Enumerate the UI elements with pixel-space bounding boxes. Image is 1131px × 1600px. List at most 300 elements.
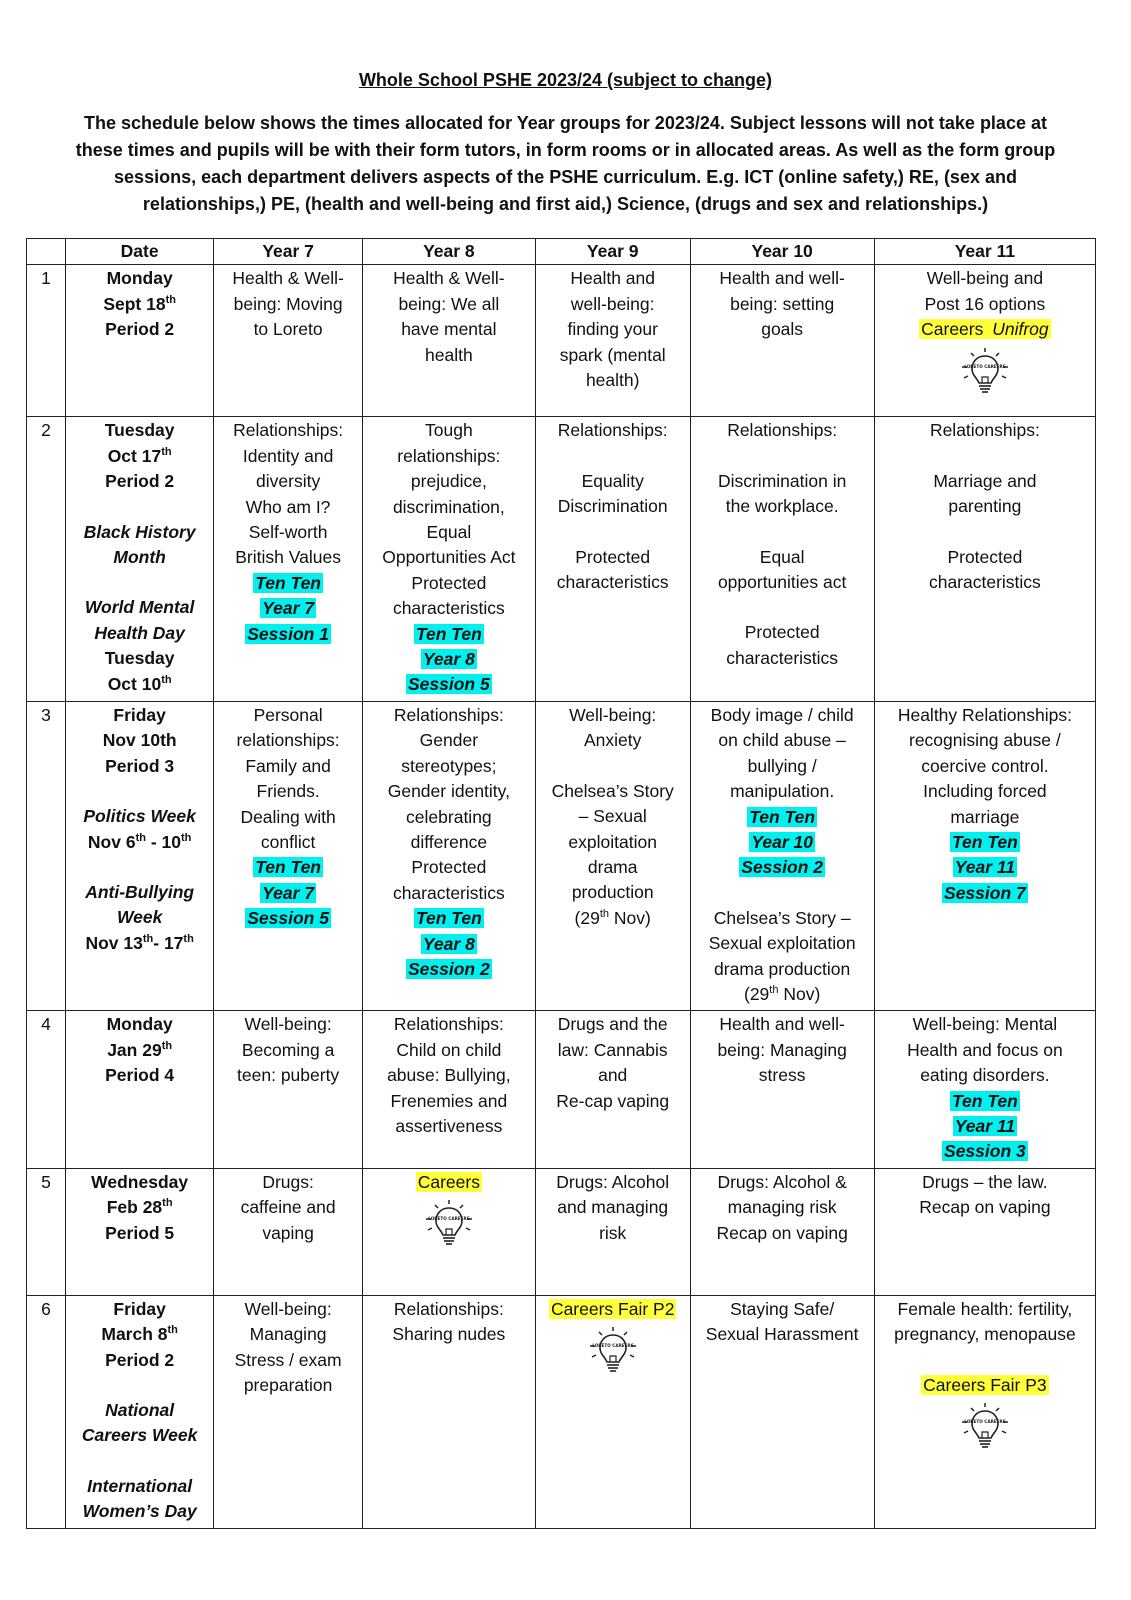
cell-line [878, 881, 1092, 906]
cell-text: risk [599, 1222, 627, 1243]
careers-highlight: Careers Fair P2 [550, 1298, 675, 1319]
cell-text: Oct 10 [107, 673, 162, 694]
ten-ten-label: Ten Ten [415, 623, 482, 644]
cell-line [69, 1170, 210, 1195]
header-num [27, 239, 66, 265]
cell-text: Tuesday [104, 648, 175, 669]
header-date: Date [65, 239, 213, 265]
table-row [27, 1011, 1096, 1168]
cell-text: Friends. [256, 781, 320, 802]
cell-text: Who am I? [245, 496, 331, 517]
ten-ten-label: Session 5 [247, 908, 329, 929]
cell-line [69, 266, 210, 291]
cell-line [217, 292, 358, 317]
cell-line [878, 830, 1092, 855]
superscript: th [162, 1197, 173, 1210]
cell-line [366, 596, 532, 621]
header-year-11: Year 11 [874, 239, 1095, 265]
cell-text: manipulation. [730, 781, 835, 802]
ten-ten-label: Session 1 [247, 623, 329, 644]
cell-text: Monday [106, 268, 173, 289]
cell-text: Feb 28 [106, 1197, 163, 1218]
ten-ten-label: Year 8 [422, 933, 475, 954]
cell-year-7 [214, 701, 362, 1010]
cell-text: Friday [113, 1298, 166, 1319]
cell-text: vaping [262, 1222, 314, 1243]
cell-text: being: We all [398, 293, 500, 314]
cell-text: Personal [253, 704, 323, 725]
header-year-7: Year 7 [214, 239, 362, 265]
cell-line [69, 804, 210, 829]
cell-year-8 [362, 701, 535, 1010]
cell-line [366, 1089, 532, 1114]
cell-year-11 [874, 1168, 1095, 1295]
cell-text: Tuesday [104, 420, 175, 441]
cell-line [694, 1012, 871, 1037]
cell-line [878, 1012, 1092, 1037]
cell-line [878, 1373, 1092, 1398]
cell-text: Anti-Bullying [85, 881, 195, 902]
cell-text: assertiveness [395, 1115, 503, 1136]
cell-text: Re-cap vaping [556, 1090, 670, 1111]
cell-year-9 [535, 265, 690, 417]
cell-line [366, 495, 532, 520]
cell-text: relationships: [236, 730, 340, 751]
cell-line [217, 830, 358, 855]
row-number: 5 [27, 1168, 66, 1295]
cell-line [366, 1297, 532, 1322]
cell-text: Period 2 [105, 319, 175, 340]
cell-text: discrimination, [392, 496, 505, 517]
cell-text: Protected [411, 857, 487, 878]
cell-year-11 [874, 417, 1095, 701]
cell-line [366, 855, 532, 880]
cell-text: Relationships: [557, 420, 668, 441]
cell-line [539, 1221, 687, 1246]
table-row [27, 701, 1096, 1010]
cell-line [217, 418, 358, 443]
cell-line [694, 906, 871, 931]
logo-text: LORETO CAREERS [964, 1419, 1006, 1424]
cell-text: Monday [106, 1014, 173, 1035]
cell-year-8 [362, 1295, 535, 1528]
cell-text: marriage [950, 806, 1020, 827]
cell-text: Jan 29 [107, 1039, 162, 1060]
cell-text: - 17 [153, 932, 184, 953]
cell-line [539, 703, 687, 728]
cell-line [69, 672, 210, 697]
cell-line [694, 570, 871, 595]
cell-line [694, 1297, 871, 1322]
cell-year-10 [690, 701, 874, 1010]
cell-line [366, 444, 532, 469]
cell-text: characteristics [928, 572, 1041, 593]
cell-text: Family and [245, 755, 331, 776]
row-number: 4 [27, 1011, 66, 1168]
cell-line [539, 570, 687, 595]
cell-text: being: Managing [717, 1039, 847, 1060]
cell-line [366, 728, 532, 753]
cell-line [539, 1012, 687, 1037]
table-row [27, 265, 1096, 417]
cell-line [217, 1322, 358, 1347]
cell-line [69, 1221, 210, 1246]
ten-ten-label: Session 2 [741, 857, 823, 878]
cell-line [69, 703, 210, 728]
date-cell [65, 701, 213, 1010]
cell-year-9 [535, 417, 690, 701]
header-row [27, 239, 1096, 265]
cell-text: Recap on vaping [919, 1197, 1051, 1218]
cell-line [539, 880, 687, 905]
cell-line [878, 1063, 1092, 1088]
cell-text: drama [587, 856, 638, 877]
cell-year-9 [535, 1011, 690, 1168]
ten-ten-label: Year 11 [954, 1115, 1016, 1136]
cell-text: Protected [744, 622, 820, 643]
cell-text: International [87, 1475, 193, 1496]
cell-line [217, 1038, 358, 1063]
cell-text: Managing [249, 1324, 327, 1345]
cell-text: Nov) [609, 907, 651, 928]
ten-ten-label: Year 7 [262, 598, 315, 619]
cell-line [366, 469, 532, 494]
cell-line [217, 728, 358, 753]
cell-line [366, 1322, 532, 1347]
cell-text: opportunities act [717, 572, 847, 593]
cell-line [217, 1195, 358, 1220]
cell-text: Discrimination [557, 496, 668, 517]
ten-ten-label: Ten Ten [415, 908, 482, 929]
cell-year-8 [362, 265, 535, 417]
cell-line [694, 779, 871, 804]
cell-line [694, 754, 871, 779]
cell-line [539, 494, 687, 519]
careers-highlight: Unifrog [992, 319, 1049, 340]
cell-line [694, 545, 871, 570]
cell-text: Health Day [94, 622, 185, 643]
blank-line [539, 444, 687, 469]
cell-text: Relationships: [727, 420, 838, 441]
cell-line [539, 1089, 687, 1114]
cell-line [69, 1348, 210, 1373]
cell-text: celebrating [406, 806, 492, 827]
cell-line [217, 1063, 358, 1088]
cell-line [878, 1139, 1092, 1164]
cell-text: Health & Well- [232, 268, 344, 289]
cell-line [878, 1195, 1092, 1220]
cell-line [366, 957, 532, 982]
superscript: th [180, 831, 192, 844]
cell-line [878, 545, 1092, 570]
cell-line [366, 1063, 532, 1088]
ten-ten-label: Year 10 [751, 831, 813, 852]
cell-line [217, 703, 358, 728]
page-title: Whole School PSHE 2023/24 (subject to change) [358, 70, 773, 90]
ten-ten-label: Ten Ten [255, 857, 321, 878]
cell-line [878, 779, 1092, 804]
blank-line [69, 1449, 210, 1474]
cell-text: Drugs: Alcohol & [717, 1171, 847, 1192]
cell-text: Frenemies and [390, 1090, 508, 1111]
cell-line [217, 596, 358, 621]
cell-line [878, 266, 1092, 291]
cell-text: Staying Safe/ [730, 1298, 835, 1319]
header-year-8: Year 8 [362, 239, 535, 265]
cell-text: Careers Week [81, 1425, 198, 1446]
cell-text: - 10 [145, 831, 181, 852]
cell-line [539, 266, 687, 291]
cell-year-9 [535, 1168, 690, 1295]
cell-line [366, 881, 532, 906]
cell-line [694, 620, 871, 645]
cell-line [694, 703, 871, 728]
blank-line [694, 595, 871, 620]
cell-line [69, 520, 210, 545]
careers-highlight: Careers [417, 1171, 480, 1192]
cell-text: Becoming a [241, 1039, 335, 1060]
cell-year-10 [690, 265, 874, 417]
cell-line [366, 647, 532, 672]
cell-line [69, 1038, 210, 1063]
superscript: th [161, 1039, 173, 1052]
cell-text: British Values [235, 547, 341, 568]
cell-year-9 [535, 701, 690, 1010]
cell-line [539, 906, 687, 931]
cell-line [694, 1063, 871, 1088]
blank-line [69, 1373, 210, 1398]
ten-ten-label: Session 3 [944, 1141, 1026, 1162]
cell-text: characteristics [556, 572, 669, 593]
ten-ten-label: Ten Ten [749, 806, 816, 827]
cell-line [366, 343, 532, 368]
cell-text: goals [761, 319, 804, 340]
cell-line [366, 1170, 532, 1195]
logo-text: LORETO CAREERS [591, 1343, 634, 1349]
cell-line [69, 1474, 210, 1499]
cell-text: and managing [557, 1197, 669, 1218]
logo-text: LORETO CAREERS [964, 363, 1006, 369]
ten-ten-label: Ten Ten [952, 831, 1018, 852]
cell-text: Recap on vaping [716, 1222, 848, 1243]
cell-text: Tough [425, 420, 473, 441]
cell-line [69, 1063, 210, 1088]
cell-line [217, 469, 358, 494]
cell-text: pregnancy, menopause [894, 1324, 1076, 1345]
cell-line [694, 1322, 871, 1347]
cell-line [539, 1297, 687, 1322]
cell-text: Period 2 [105, 471, 175, 492]
cell-text: Marriage and [933, 470, 1037, 491]
date-cell [65, 1168, 213, 1295]
cell-line [366, 1114, 532, 1139]
header-year-10: Year 10 [690, 239, 874, 265]
cell-text: Child on child [396, 1039, 502, 1060]
superscript: th [165, 293, 176, 306]
cell-text: Nov 13 [85, 932, 143, 953]
cell-text: eating disorders. [920, 1065, 1050, 1086]
cell-text: Relationships: [393, 1014, 504, 1035]
cell-line [878, 855, 1092, 880]
cell-text: Identity and [242, 445, 334, 466]
cell-text: stereotypes; [401, 755, 497, 776]
date-cell [65, 1295, 213, 1528]
cell-text: finding your [567, 319, 658, 340]
cell-line [69, 1195, 210, 1220]
cell-line [539, 830, 687, 855]
cell-line [366, 754, 532, 779]
cell-line [694, 1221, 871, 1246]
cell-line [878, 805, 1092, 830]
cell-text: World Mental [84, 597, 195, 618]
cell-line [539, 317, 687, 342]
cell-line [694, 855, 871, 880]
cell-text: Period 5 [105, 1222, 175, 1243]
cell-line [694, 957, 871, 982]
cell-text: Period 4 [105, 1065, 175, 1086]
cell-text: diversity [256, 471, 321, 492]
blank-line [878, 520, 1092, 545]
cell-line [69, 931, 210, 956]
blank-line [539, 754, 687, 779]
cell-text: Post 16 options [924, 293, 1046, 314]
cell-text: characteristics [392, 882, 505, 903]
header-year-9: Year 9 [535, 239, 690, 265]
lightbulb-icon [419, 1199, 479, 1251]
cell-line [69, 418, 210, 443]
cell-text: Protected [947, 546, 1023, 567]
cell-line [694, 931, 871, 956]
superscript: th [161, 445, 172, 458]
cell-text: preparation [243, 1375, 333, 1395]
cell-line [69, 1012, 210, 1037]
table-row [27, 417, 1096, 701]
blank-line [69, 495, 210, 520]
blank-line [878, 1348, 1092, 1373]
cell-text: National [105, 1400, 175, 1420]
cell-line [878, 754, 1092, 779]
cell-line [217, 1012, 358, 1037]
cell-year-7 [214, 1168, 362, 1295]
cell-line [366, 805, 532, 830]
cell-line [539, 1170, 687, 1195]
cell-line [69, 1322, 210, 1347]
cell-text: Sharing nudes [392, 1324, 506, 1345]
cell-line [366, 520, 532, 545]
superscript: th [161, 673, 172, 686]
careers-lightbulb-logo [878, 347, 1092, 399]
cell-line [539, 545, 687, 570]
cell-line [69, 292, 210, 317]
cell-line [539, 292, 687, 317]
cell-line [878, 1297, 1092, 1322]
ten-ten-label: Session 2 [408, 958, 490, 979]
cell-text: Body image / child [710, 704, 854, 725]
cell-text: Including forced [923, 781, 1047, 802]
cell-text: Relationships: [929, 420, 1040, 441]
cell-line [694, 292, 871, 317]
cell-year-10 [690, 417, 874, 701]
cell-line [69, 595, 210, 620]
cell-text: Gender identity, [387, 781, 510, 802]
cell-text: Well-being and [926, 268, 1044, 289]
cell-line [539, 343, 687, 368]
cell-line [694, 805, 871, 830]
cell-text: caffeine and [240, 1197, 336, 1218]
cell-line [539, 469, 687, 494]
careers-highlight: Careers [921, 319, 989, 340]
cell-line [69, 880, 210, 905]
ten-ten-label: Year 8 [422, 649, 475, 670]
blank-line [694, 444, 871, 469]
careers-lightbulb-logo [539, 1326, 687, 1378]
cell-line [366, 932, 532, 957]
cell-text: Month [113, 547, 166, 568]
cell-text: health) [585, 370, 640, 391]
cell-year-8 [362, 1168, 535, 1295]
cell-text: stress [758, 1065, 806, 1086]
cell-line [69, 1297, 210, 1322]
cell-text: Wednesday [91, 1171, 189, 1192]
date-cell [65, 1011, 213, 1168]
cell-text: Female health: fertility, [897, 1298, 1073, 1319]
cell-text: recognising abuse / [909, 730, 1061, 751]
cell-year-10 [690, 1168, 874, 1295]
cell-text: Nov 6 [87, 831, 136, 852]
superscript: th [183, 932, 194, 945]
lightbulb-icon [955, 347, 1015, 399]
superscript: th [142, 932, 154, 945]
cell-line [366, 1038, 532, 1063]
cell-text: Oct 17 [107, 445, 162, 466]
cell-year-7 [214, 1295, 362, 1528]
cell-text: Sept 18 [103, 293, 166, 314]
cell-line [366, 672, 532, 697]
cell-line [217, 906, 358, 931]
table-row [27, 1295, 1096, 1528]
date-cell [65, 417, 213, 701]
cell-text: exploitation [568, 831, 657, 852]
cell-line [366, 906, 532, 931]
cell-text: parenting [948, 496, 1022, 517]
cell-line [69, 1398, 210, 1423]
cell-line [217, 805, 358, 830]
cell-line [217, 266, 358, 291]
cell-line [539, 1038, 687, 1063]
lightbulb-icon [955, 1402, 1015, 1454]
cell-text: drama production [714, 958, 851, 979]
cell-year-11 [874, 1011, 1095, 1168]
cell-text: spark (mental [559, 344, 666, 365]
cell-line [694, 418, 871, 443]
cell-text: managing risk [727, 1197, 837, 1218]
cell-text: Healthy Relationships: [897, 704, 1072, 725]
cell-line [366, 703, 532, 728]
cell-line [217, 520, 358, 545]
cell-text: Chelsea’s Story – [713, 907, 851, 928]
cell-line [366, 571, 532, 596]
cell-year-11 [874, 701, 1095, 1010]
cell-text: Black History [83, 521, 196, 542]
cell-text: Relationships: [393, 704, 504, 725]
cell-line [217, 754, 358, 779]
cell-text: health [425, 344, 473, 365]
cell-line [217, 495, 358, 520]
lightbulb-icon [583, 1326, 643, 1378]
cell-text: prejudice, [410, 471, 487, 492]
ten-ten-label: Session 5 [408, 674, 490, 695]
cell-line [878, 1089, 1092, 1114]
